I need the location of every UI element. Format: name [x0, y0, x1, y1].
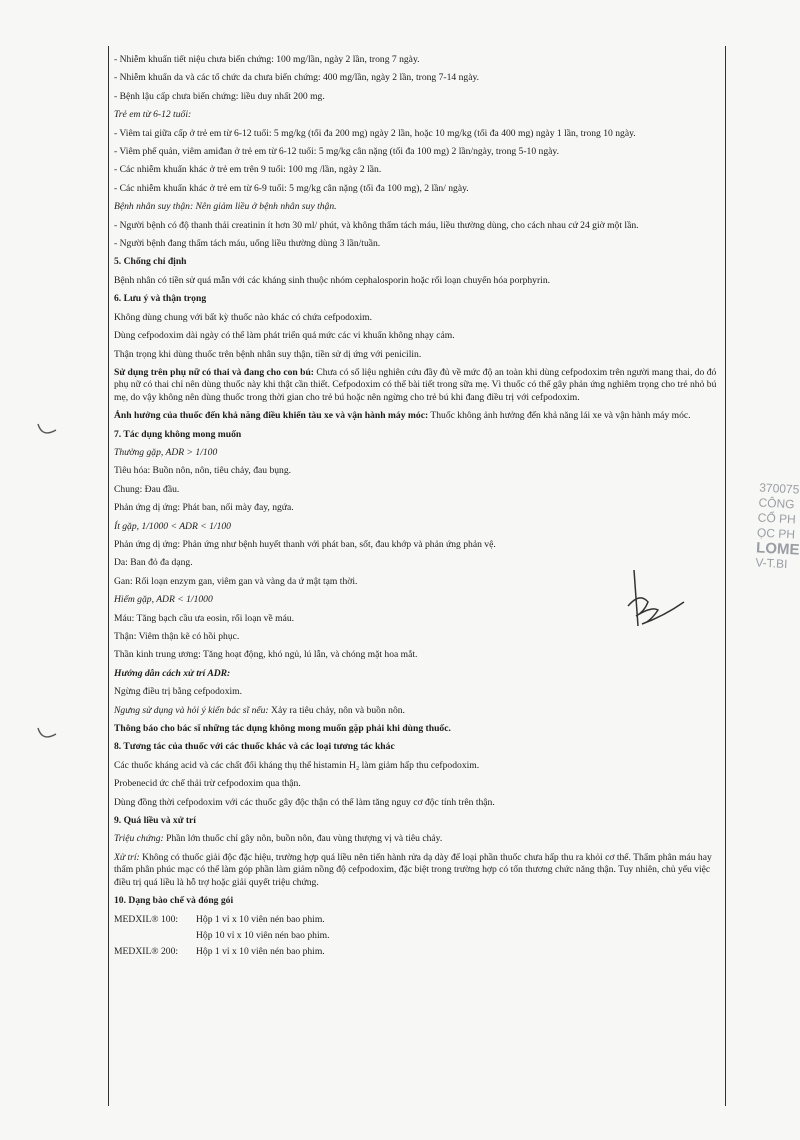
line-text: Các nhiễm khuẩn khác ở trẻ em từ 6-9 tuổi: 5 mg/kg cân nặng (tối đa 100 mg), 2 lần/ ngày.	[119, 182, 469, 194]
packaging-row	[114, 914, 718, 926]
line-text: Viêm phế quản, viêm amiđan ở trẻ em từ 6-12 tuổi: 5 mg/kg cân nặng (tối đa 100 mg) 2 lần/ngày, trong 5-10 ngày.	[119, 146, 559, 158]
stamp-text: CỔ PH	[757, 510, 797, 527]
line-text: Dùng đồng thời cefpodoxim với các thuốc gây độc thận có thể làm tăng nguy cơ độc tính trên thận.	[114, 796, 495, 808]
line-text: Bệnh nhân suy thận: Nên giảm liều ở bệnh nhân suy thận.	[114, 201, 337, 213]
subheading	[114, 201, 718, 213]
lead-in: Ảnh hưởng của thuốc đến khả năng điều khiển tàu xe và vận hành máy móc:	[114, 410, 429, 422]
bullet-item	[114, 183, 718, 195]
lead-in: Triệu chứng:	[114, 833, 164, 845]
line-text: Phản ứng dị ứng: Phản ứng như bệnh huyết thanh với phát ban, sốt, đau khớp và phản ứng phản vệ.	[114, 538, 496, 550]
line-text: Gan: Rối loạn enzym gan, viêm gan và vàng da ứ mật tạm thời.	[114, 575, 358, 587]
paragraph	[114, 833, 718, 845]
paragraph	[114, 686, 718, 698]
subheading	[114, 447, 718, 459]
section-heading	[114, 429, 718, 441]
paragraph	[114, 760, 718, 772]
stamp-text: LOME	[755, 539, 800, 559]
line-text: 10. Dạng bào chế và đóng gói	[114, 895, 234, 907]
line-text: Dùng cefpodoxim dài ngày có thể làm phát triển quá mức các vi khuẩn không nhạy cảm.	[114, 330, 455, 342]
line-text: Hướng dẫn cách xử trí ADR:	[114, 667, 231, 679]
line-text: Bệnh lậu cấp chưa biến chứng: liều duy nhất 200 mg.	[119, 90, 325, 102]
paragraph	[114, 705, 718, 717]
lead-in: Sử dụng trên phụ nữ có thai và đang cho con bú:	[114, 366, 314, 378]
line-text: Các thuốc kháng acid và các chất đối kháng thụ thể histamin H₂ làm giảm hấp thu cefpodoxim.	[114, 759, 480, 771]
line-text: Thận: Viêm thận kẽ có hồi phục.	[114, 631, 240, 642]
line-text: 9. Quá liều và xử trí	[114, 815, 196, 827]
line-text: Da: Ban đỏ đa dạng.	[114, 557, 193, 569]
paragraph	[114, 778, 718, 790]
subheading	[114, 668, 718, 680]
line-text: 8. Tương tác của thuốc với các thuốc khác và các loại tương tác khác	[114, 741, 395, 753]
paragraph	[114, 275, 718, 287]
paragraph	[114, 797, 718, 809]
bullet-item	[114, 91, 718, 103]
subheading	[114, 521, 718, 533]
bullet-item	[114, 164, 718, 176]
bullet-item	[114, 220, 718, 232]
stamp-text: ỌC PH	[756, 525, 796, 542]
bullet-item	[114, 146, 718, 158]
paragraph	[114, 539, 718, 551]
paragraph	[114, 367, 718, 404]
line-text: Thận trọng khi dùng thuốc trên bệnh nhân suy thận, tiền sử dị ứng với penicilin.	[114, 348, 422, 360]
line-text: Máu: Tăng bạch cầu ưa eosin, rối loạn về máu.	[114, 612, 295, 624]
section-heading	[114, 293, 718, 305]
packaging-desc: Hộp 1 vỉ x 10 viên nén bao phim.	[196, 913, 325, 925]
line-text: Chung: Đau đầu.	[114, 483, 180, 495]
paragraph	[114, 649, 718, 661]
bullet-item	[114, 72, 718, 84]
bullet-item	[114, 54, 718, 66]
stamp-text: 370075	[758, 480, 800, 497]
line-text: 6. Lưu ý và thận trọng	[114, 293, 207, 305]
handwritten-signature	[614, 566, 694, 636]
paragraph	[114, 852, 718, 889]
stamp-text: CÔNG	[758, 495, 795, 512]
line-text: Trẻ em từ 6-12 tuổi:	[114, 109, 192, 121]
line-text: Hiếm gặp, ADR < 1/1000	[114, 594, 213, 606]
line-text: Bệnh nhân có tiền sử quá mẫn với các kháng sinh thuộc nhóm cephalosporin hoặc rối loạn chuyển hóa porphyrin.	[114, 274, 551, 286]
line-text: Người bệnh có độ thanh thải creatinin ít hơn 30 ml/ phút, và không thẩm tách máu, liều thường dùng, cho cách nhau cứ 24 giờ một lần.	[119, 219, 639, 231]
paragraph	[114, 349, 718, 361]
company-stamp	[752, 481, 800, 624]
line-text: Tiêu hóa: Buồn nôn, nôn, tiêu chảy, đau bụng.	[114, 465, 292, 477]
paragraph	[114, 312, 718, 324]
lead-in: Ngưng sử dụng và hỏi ý kiến bác sĩ nếu:	[114, 704, 269, 716]
section-heading	[114, 895, 718, 907]
bullet-item	[114, 238, 718, 250]
paragraph-text: Xảy ra tiêu chảy, nôn và buồn nôn.	[268, 704, 405, 716]
line-text: Thông báo cho bác sĩ những tác dụng không mong muốn gặp phải khi dùng thuốc.	[114, 723, 451, 735]
section-heading	[114, 256, 718, 268]
line-text: Ngừng điều trị bằng cefpodoxim.	[114, 686, 243, 698]
paragraph-text: Thuốc không ảnh hưởng đến khả năng lái xe và vận hành máy móc.	[428, 410, 691, 422]
paragraph-text: Không có thuốc giải độc đặc hiệu, trường hợp quá liều nên tiến hành rửa dạ dày để loại phần thuốc chưa hấp thu ra khỏi cơ thể. Thẩm phân máu hay thẩm phân phúc mạc có thể làm góp phần làm giảm nồng độ cefpodoxim, đặc biệt trong trường hợp có tổn thương chức năng thận. Tuy nhiên, chủ yếu việc điều trị quá liều là hỗ trợ hoặc giải quyết triệu chứng.	[114, 851, 712, 888]
subheading	[114, 109, 718, 121]
section-heading	[114, 815, 718, 827]
bullet-item	[114, 128, 718, 140]
product-name	[114, 930, 196, 942]
section-heading	[114, 741, 718, 753]
line-text: 7. Tác dụng không mong muốn	[114, 428, 242, 440]
line-text: Phản ứng dị ứng: Phát ban, nổi mày đay, ngứa.	[114, 502, 294, 514]
line-text: Viêm tai giữa cấp ở trẻ em từ 6-12 tuổi: 5 mg/kg (tối đa 200 mg) ngày 2 lần, hoặc 10 mg/kg (tối đa 400 mg) ngày 1 lần, trong 10 ngày.	[119, 127, 636, 139]
lead-in: Xử trí:	[114, 851, 140, 863]
packaging-desc: Hộp 10 vỉ x 10 viên nén bao phim.	[196, 929, 330, 941]
line-text: 5. Chống chỉ định	[114, 256, 187, 268]
paragraph	[114, 502, 718, 514]
product-name: MEDXIL® 100:	[114, 913, 179, 925]
line-text: Các nhiễm khuẩn khác ở trẻ em trên 9 tuổi: 100 mg /lần, ngày 2 lần.	[119, 164, 382, 176]
paragraph-text: Phần lớn thuốc chỉ gây nôn, buồn nôn, đau vùng thượng vị và tiêu chảy.	[163, 833, 443, 845]
packaging-row	[114, 930, 718, 942]
stamp-text: V-T.BI	[755, 555, 788, 572]
line-text: Ít gặp, 1/1000 < ADR < 1/100	[114, 520, 231, 532]
paragraph	[114, 465, 718, 477]
binder-hole-mark	[36, 420, 58, 440]
packaging-row	[114, 946, 718, 958]
line-text: Thần kinh trung ương: Tăng hoạt động, khó ngủ, lú lẫn, và chóng mặt hoa mắt.	[114, 649, 418, 661]
product-name: MEDXIL® 200:	[114, 946, 179, 958]
line-text: Nhiễm khuẩn da và các tổ chức da chưa biến chứng: 400 mg/lần, ngày 2 lần, trong 7-14 ngày.	[119, 72, 480, 84]
line-text: Nhiễm khuẩn tiết niệu chưa biến chứng: 100 mg/lần, ngày 2 lần, trong 7 ngày.	[119, 54, 420, 65]
paragraph	[114, 484, 718, 496]
section-heading	[114, 723, 718, 735]
line-text: Không dùng chung với bất kỳ thuốc nào khác có chứa cefpodoxim.	[114, 311, 373, 323]
binder-hole-mark	[36, 724, 58, 744]
paragraph	[114, 410, 718, 422]
document-body	[114, 54, 718, 963]
line-text: Người bệnh đang thẩm tách máu, uống liều thường dùng 3 lần/tuần.	[119, 238, 381, 250]
paragraph	[114, 330, 718, 342]
packaging-desc: Hộp 1 vỉ x 10 viên nén bao phim.	[196, 946, 325, 958]
line-text: Probenecid ức chế thải trừ cefpodoxim qua thận.	[114, 778, 301, 790]
paragraph-text: Chưa có số liệu nghiên cứu đầy đủ về mức độ an toàn khi dùng cefpodoxim trên người mang thai, do đó phụ nữ có thai chỉ nên dùng thuốc này khi thật cần thiết. Cefpodoxim có thể bài tiết trong sữa mẹ. Vì thuốc có thể gây phản ứng nghiêm trọng cho trẻ nhỏ bú mẹ, do vậy không nên dùng thuốc trong thời gian cho trẻ bú hoặc nên ngừng cho trẻ bú khi đang điều trị với cefpodoxim.	[114, 366, 717, 403]
line-text: Thường gặp, ADR > 1/100	[114, 446, 218, 458]
